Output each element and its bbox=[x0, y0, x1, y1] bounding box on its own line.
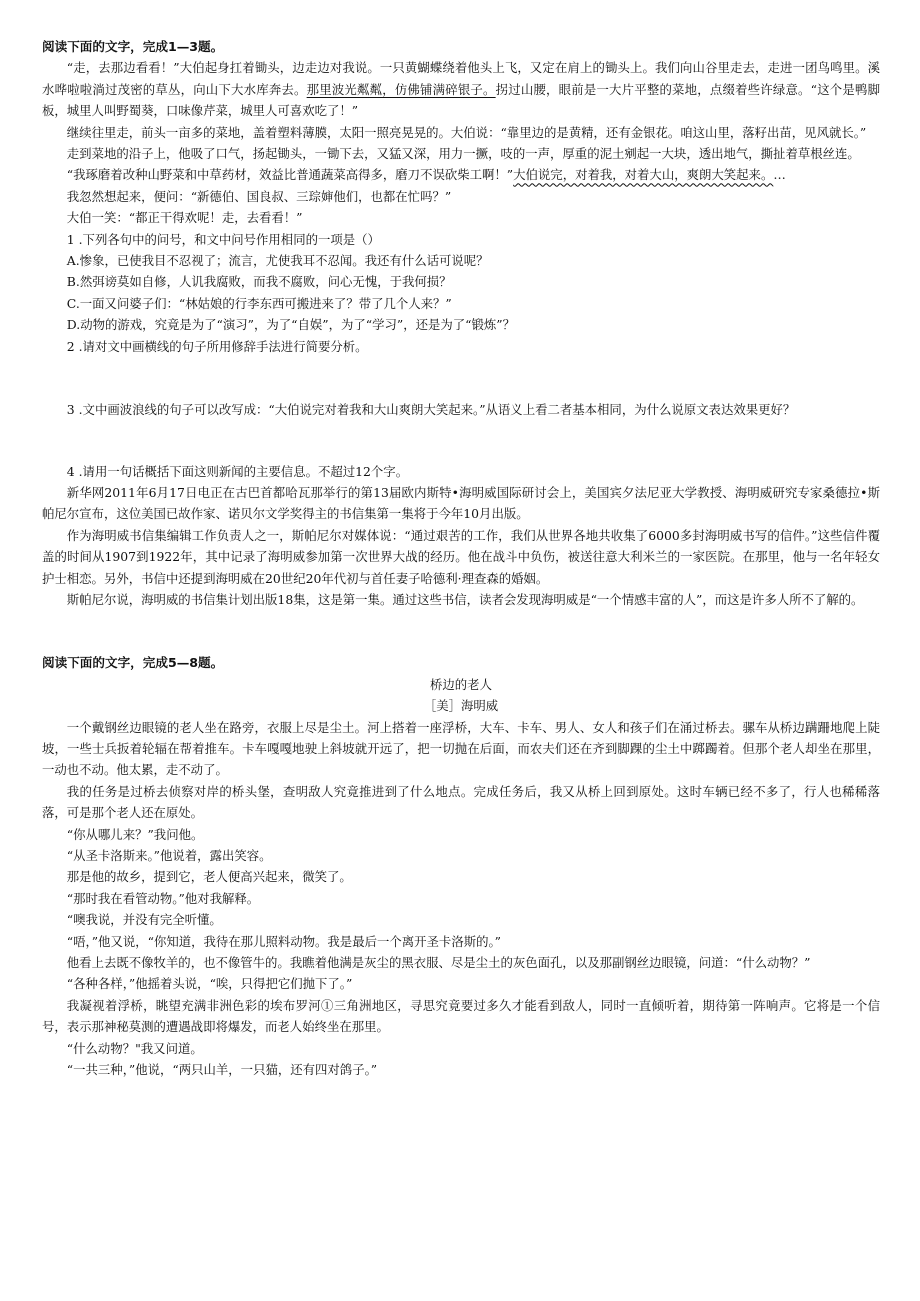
story1-paragraph-4 bbox=[42, 164, 880, 185]
story1-paragraph-2: 继续往里走，前头一亩多的菜地，盖着塑料薄膜，太阳一照亮晃晃的。大伯说：“靠里边的是黄精，还有金银花。咱这山里，落籽出苗，见风就长。” bbox=[66, 124, 867, 140]
story2-paragraph-3: “你从哪儿来？”我问他。 bbox=[66, 826, 204, 842]
section2-heading: 阅读下面的文字，完成5—8题。 bbox=[42, 655, 224, 671]
story1-paragraph-1-text-b: 拐过山腰，眼前是一大片平整的菜地，点缀着些许绿意。“这个是鸭脚板，城里人叫野蜀葵，口味像芹菜，城里人可喜欢吃了！” bbox=[42, 81, 881, 119]
question-1-option-a: A.惨象，已使我目不忍视了；流言，尤使我耳不忍闻。我还有什么话可说呢？ bbox=[66, 253, 489, 269]
section-spacer bbox=[42, 610, 880, 652]
story2-paragraph-7: “噢我说，并没有完全听懂。 bbox=[66, 912, 222, 928]
story1-paragraph-6: 大伯一笑：“都正干得欢呢！走，去看看！” bbox=[66, 210, 303, 226]
story2-paragraph-2: 我的任务是过桥去侦察对岸的桥头堡，查明敌人究竟推进到了什么地点。完成任务后，我又从桥上回到原处。这时车辆已经不多了，行人也稀稀落落，可是那个老人还在原处。 bbox=[42, 783, 880, 821]
story2-paragraph-5: 那是他的故乡，提到它，老人便高兴起来，微笑了。 bbox=[66, 869, 352, 885]
story1-paragraph-1 bbox=[42, 57, 880, 121]
news-paragraph-3: 斯帕尼尔说，海明威的书信集计划出版18集，这是第一集。通过这些书信，读者会发现海明威是“一个情感丰富的人”，而这是许多人所不了解的。 bbox=[66, 591, 864, 607]
section1-heading: 阅读下面的文字，完成1—3题。 bbox=[42, 39, 224, 54]
story2-paragraph-9: 他看上去既不像牧羊的，也不像管牛的。我瞧着他满是灰尘的黑衣服、尽是尘土的灰色面孔，以及那副钢丝边眼镜，问道：“什么动物？” bbox=[66, 955, 811, 971]
question-1-option-c: C.一面又问婆子们：“林姑娘的行李东西可搬进来了？带了几个人来？” bbox=[66, 295, 452, 311]
story2-paragraph-11: 我凝视着浮桥，眺望充满非洲色彩的埃布罗河①三角洲地区，寻思究竟要过多久才能看到敌人，同时一直倾听着，期待第一阵响声。它将是一个信号，表示那神秘莫测的遭遇战即将爆发，而老人始终坐在那里。 bbox=[42, 997, 880, 1035]
answer-space-2 bbox=[42, 357, 880, 399]
story2-paragraph-4: “从圣卡洛斯来。”他说着，露出笑容。 bbox=[66, 848, 272, 863]
story2-paragraph-6: “那时我在看管动物。”他对我解释。 bbox=[66, 890, 260, 906]
question-3: 3 .文中画波浪线的句子可以改写成：“大伯说完对着我和大山爽朗大笑起来。”从语义上看二者基本相同，为什么说原文表达效果更好？ bbox=[66, 402, 796, 418]
story1-paragraph-4-text-b: … bbox=[773, 167, 786, 183]
story-author: ［美］海明威 bbox=[423, 698, 499, 714]
story1-paragraph-3: 走到菜地的沿子上，他吸了口气，扬起锄头，一锄下去，又猛又深，用力一撅，吱的一声，厚重的泥土剜起一大块，透出地气，撕扯着草根丝连。 bbox=[66, 146, 860, 162]
story2-paragraph-1: 一个戴钢丝边眼镜的老人坐在路旁，衣服上尽是尘土。河上搭着一座浮桥，大车、卡车、男人、女人和孩子们在涌过桥去。骡车从桥边蹒跚地爬上陡坡，一些士兵扳着轮辐在帮着推车。卡车嘎嘎地驶上斜坡就开远了，把一切抛在后面，而农夫们还在齐到脚踝的尘土中踯躅着。但那个老人却坐在那里，一动也不动。他太累，走不动了。 bbox=[42, 719, 880, 778]
question-1-option-b: B.然弭谤莫如自修，人讥我腐败，而我不腐败，问心无愧，于我何损？ bbox=[66, 274, 452, 290]
story2-paragraph-12: “什么动物？"我又问道。 bbox=[66, 1040, 203, 1056]
question-1-option-d: D.动物的游戏，究竟是为了“演习”，为了“自娱”，为了“学习”，还是为了“锻炼”？ bbox=[66, 317, 516, 333]
story2-paragraph-13: “一共三种，”他说，“两只山羊，一只猫，还有四对鸽子。” bbox=[66, 1062, 378, 1078]
question-2: 2 .请对文中画横线的句子所用修辞手法进行简要分析。 bbox=[66, 338, 368, 354]
news-paragraph-2: 作为海明威书信集编辑工作负责人之一，斯帕尼尔对媒体说：“通过艰苦的工作，我们从世界各地共收集了6000多封海明威书写的信件。”这些信件覆盖的时间从1907到1922年，其中记录了海明威参加第一次世界大战的经历。他在战斗中负伤，被送往意大利米兰的一家医院。在那里，他与一名年轻女护士相恋。另外，书信中还提到海明威在20世纪20年代初与首任妻子哈德利·理查森的婚姻。 bbox=[42, 527, 880, 586]
story1-paragraph-5: 我忽然想起来，便问：“新德伯、国良叔、三琮婶他们，也都在忙吗？” bbox=[66, 188, 452, 204]
story1-paragraph-4-text-a: “我琢磨着改种山野菜和中草药材，效益比普通蔬菜高得多，磨刀不误砍柴工啊！” bbox=[66, 167, 514, 183]
story1-paragraph-1-text-a: “走，去那边看看！”大伯起身扛着锄头，边走边对我说。一只黄蝴蝶绕着他头上飞，又定在肩上的锄头上。我们向山谷里走去，走进一团鸟鸣里。溪水哗啦啦淌过茂密的草丛，向山下大水库奔去。 bbox=[42, 60, 880, 97]
question-1: 1 .下列各句中的问号，和文中问号作用相同的一项是（） bbox=[66, 231, 380, 247]
story2-paragraph-10: “各种各样，”他摇着头说，“唉，只得把它们抛下了。” bbox=[66, 976, 353, 992]
story2-paragraph-8: “唔，”他又说，“你知道，我待在那儿照料动物。我是最后一个离开圣卡洛斯的。” bbox=[66, 933, 502, 949]
question-4: 4 .请用一句话概括下面这则新闻的主要信息。不超过12个字。 bbox=[66, 463, 409, 479]
news-paragraph-1: 新华网2011年6月17日电正在古巴首都哈瓦那举行的第13届欧内斯特•海明威国际研讨会上，美国宾夕法尼亚大学教授、海明威研究专家桑德拉•斯帕尼尔宣布，这位美国已故作家、诺贝尔文学奖得主的书信集第一集将于今年10月出版。 bbox=[42, 484, 880, 522]
underlined-sentence: 那里波光粼粼，仿佛铺满碎银子。 bbox=[306, 81, 496, 97]
wavy-underlined-sentence: 大伯说完，对着我，对着大山，爽朗大笑起来。 bbox=[513, 167, 774, 183]
answer-space-3 bbox=[42, 421, 880, 461]
story-title: 桥边的老人 bbox=[430, 676, 492, 692]
